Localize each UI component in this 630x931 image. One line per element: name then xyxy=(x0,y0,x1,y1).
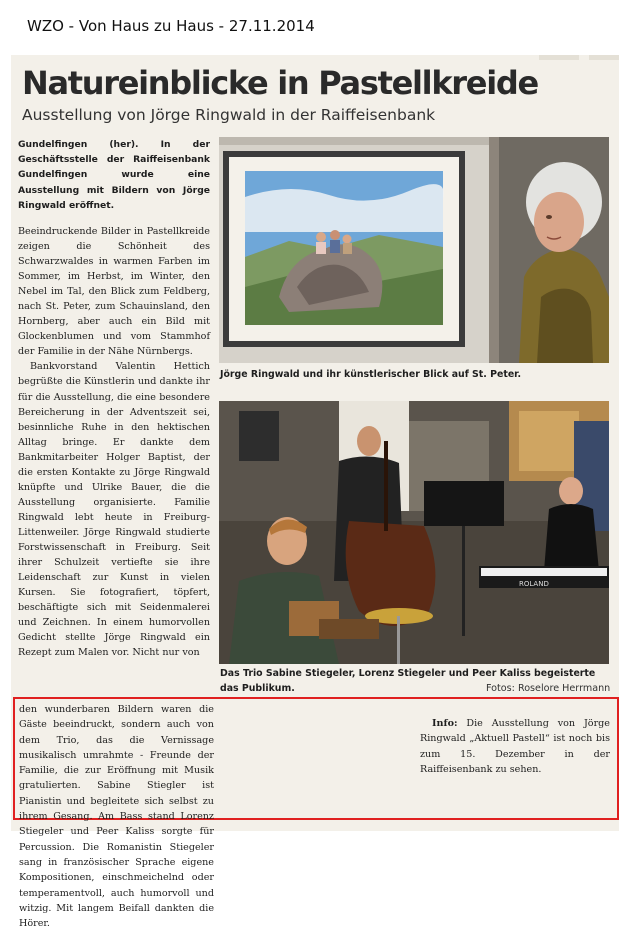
photo-caption: Jörge Ringwald und ihr künstlerischer Blick auf St. Peter. xyxy=(220,369,522,380)
info-column xyxy=(420,716,610,777)
photo-artist-with-painting xyxy=(219,137,609,363)
page-caption: WZO - Von Haus zu Haus - 27.11.2014 xyxy=(27,17,315,35)
article-lead: Gundelfingen (her). In der Geschäftsstelle der Raiffeisenbank Gundelfingen wurde eine Ausstellung mit Bildern von Jörge Ringwald eröffnet. xyxy=(18,139,210,211)
info-label: Info: xyxy=(432,718,458,729)
photo-credit: Fotos: Roselore Herrmann xyxy=(486,683,611,694)
info-text: Die Ausstellung von Jörge Ringwald „Aktuell Pastell“ ist noch bis zum 15. Dezember in der Raiffeisenbank zu sehen. xyxy=(420,718,610,775)
article-headline: Natureinblicke in Pastellkreide xyxy=(22,64,538,102)
article-paragraph: den wunderbaren Bildern waren die Gäste beeindruckt, sondern auch von dem Trio, das die Vernissage musikalisch umrahmte - Freunde der Familie, die zur Eröffnung mit Musik gratulierten. Sabine Stiegler ist Pianistin und begleitete sich selbst zu ihrem Gesang. Am Bass stand Lorenz Stiegeler und Peer Kaliss sorgte für Percussion. Die Romanistin Stiegeler sang in französischer Sprache eigene Kompositionen, einschmeichelnd oder temperamentvoll, auch humorvoll und witzig. Mit langem Beifall dankten die Hörer. xyxy=(19,704,214,930)
header-decoration xyxy=(539,55,579,60)
keyboard-brand-text: ROLAND xyxy=(519,580,549,588)
article-subhead: Ausstellung von Jörge Ringwald in der Raiffeisenbank xyxy=(22,106,436,124)
photo-caption: Das Trio Sabine Stiegeler, Lorenz Stiegeler und Peer Kaliss begeisterte das Publikum. xyxy=(220,668,596,694)
article-paragraph: Beeindruckende Bilder in Pastellkreide zeigen die Schönheit des Schwarzwaldes in warmen Farben im Sommer, im Herbst, im Winter, den Nebel im Tal, den Blick zum Feldberg, nach St. Peter, zum Schauinsland, den Hornberg, aber auch ein Bild mit Glockenblumen und vom Stammhof der Familie in der Nähe Nürnbergs. xyxy=(18,226,210,358)
photo-music-trio xyxy=(219,401,609,664)
article-column-1 xyxy=(18,137,210,660)
info-paragraph xyxy=(420,716,610,777)
article-paragraph: Bankvorstand Valentin Hettich begrüßte die Künstlerin und dankte ihr für die Ausstellung, die eine besondere Bereicherung in der Adventszeit sei, besinnliche Ruhe in den hektischen Alltag bringe. Er dankte dem Bankmitarbeiter Holger Baptist, der die ersten Kontakte zu Jörge Ringwald knüpfte und Ulrike Bauer, die die Ausstellung organisierte. Familie Ringwald lebt heute in Freiburg-Littenweiler. Jörge Ringwald studierte Forstwissenschaft in Freiburg. Seit ihrer Schulzeit vertiefte sie ihre Leidenschaft zur Kunst in vielen Kursen. Sie fotografiert, töpfert, beschäftigte sich mit Seidenmalerei und Zeichnen. In einem humorvollen Gedicht stellte Jörge Ringwald ein Rezept zum Malen vor. Nicht nur von xyxy=(18,361,210,659)
header-decoration xyxy=(589,55,619,60)
continuation-column-1 xyxy=(19,702,214,931)
